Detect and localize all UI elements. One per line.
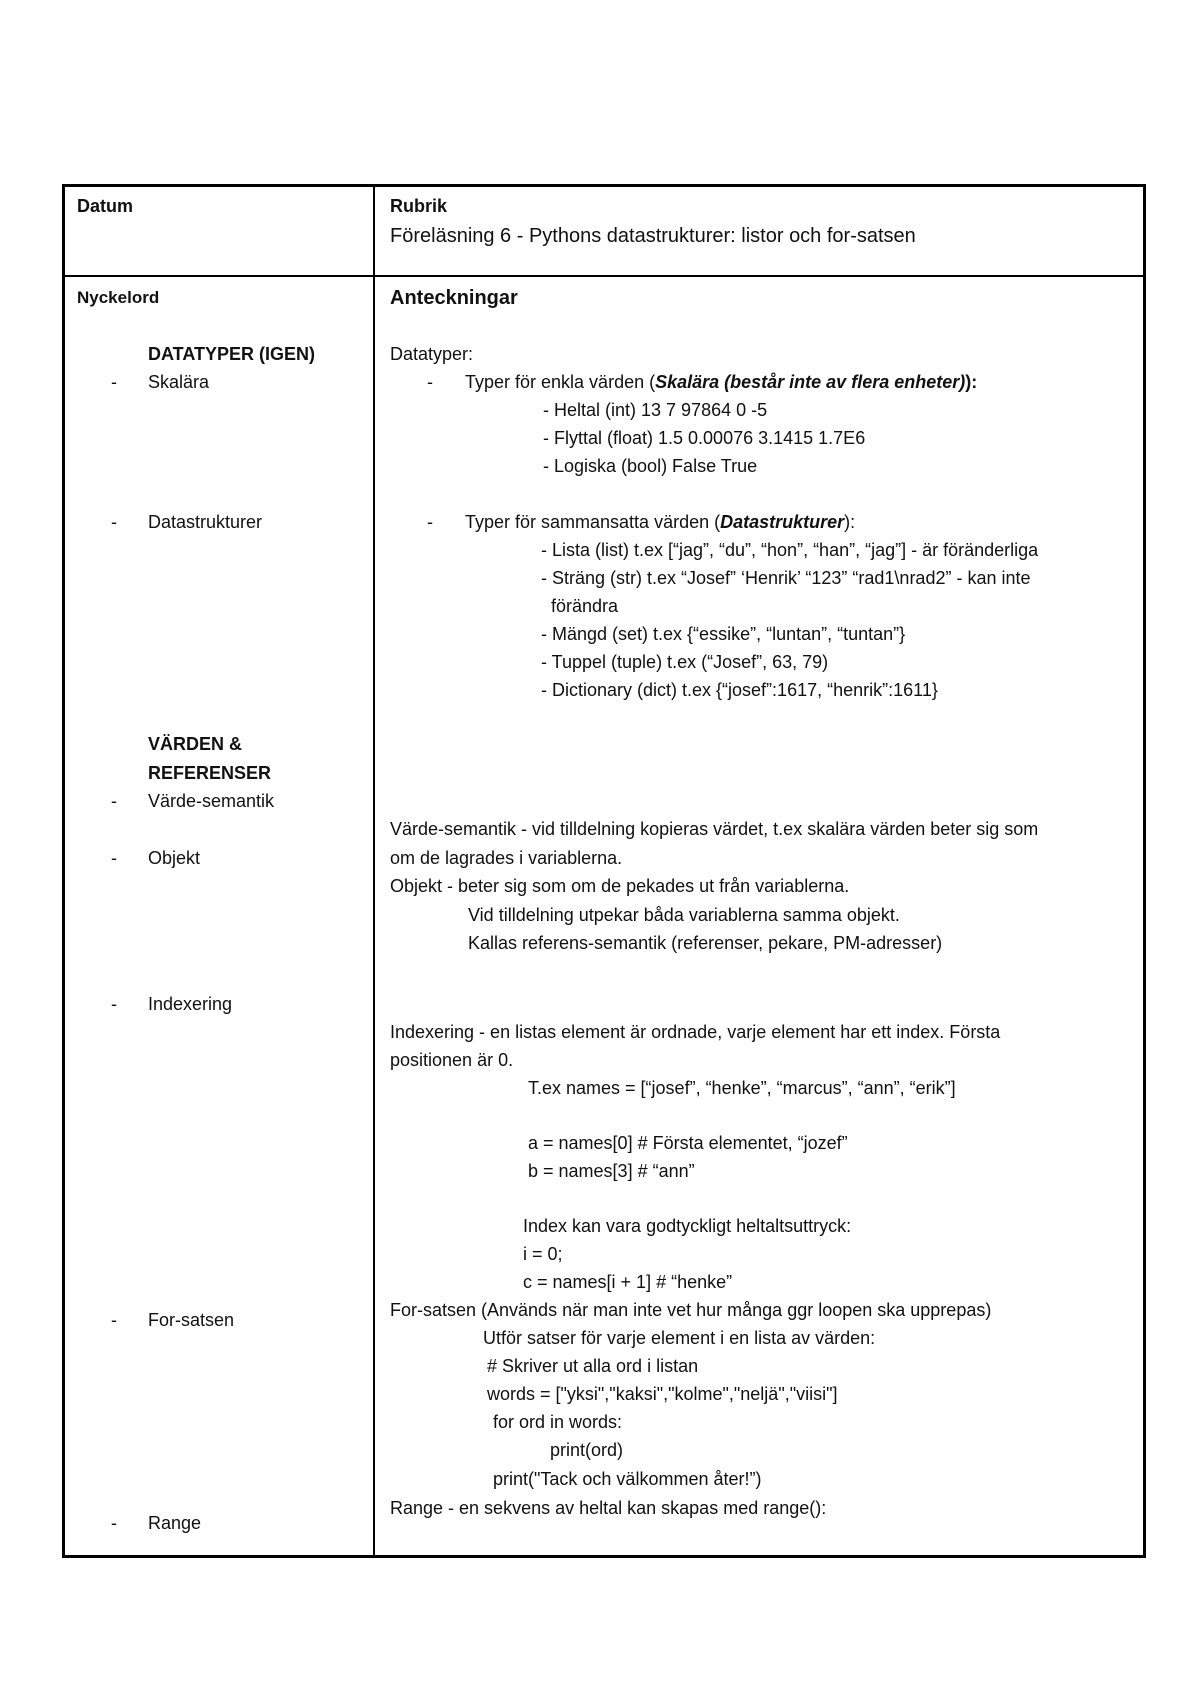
note-logiska: - Logiska (bool) False True	[543, 456, 758, 476]
keyword-for-satsen: For-satsen	[148, 1310, 235, 1330]
note-dict: - Dictionary (dict) t.ex {“josef”:1617, “henrik”:1611}	[541, 680, 938, 700]
note-datatyper: Datatyper:	[390, 344, 474, 364]
note-objekt-2: Vid tilldelning utpekar båda variablerna samma objekt.	[468, 905, 900, 925]
column-divider	[373, 187, 375, 1555]
note-tuppel: - Tuppel (tuple) t.ex (“Josef”, 63, 79)	[541, 652, 829, 672]
note-index-7: i = 0;	[523, 1244, 563, 1264]
note-lista: - Lista (list) t.ex [“jag”, “du”, “hon”, “han”, “jag”] - är föränderliga	[541, 540, 1039, 560]
note-varde-1: Värde-semantik - vid tilldelning kopieras värdet, t.ex skalära värden beter sig som	[390, 819, 1039, 839]
keyword-objekt: Objekt	[148, 848, 201, 868]
bullet-dash: -	[111, 848, 117, 868]
note-sammansatta: Typer för sammansatta värden (Datastrukturer):	[465, 512, 856, 532]
notes-heading: Anteckningar	[390, 287, 518, 309]
note-index-4: a = names[0] # Första elementet, “jozef”	[528, 1133, 848, 1153]
keyword-range: Range	[148, 1513, 202, 1533]
note-for-1: For-satsen (Används när man inte vet hur många ggr loopen ska upprepas)	[390, 1300, 992, 1320]
bullet-dash: -	[427, 372, 433, 392]
note-for-4: words = ["yksi","kaksi","kolme","neljä","viisi"]	[487, 1384, 838, 1404]
note-index-6: Index kan vara godtyckligt heltaltsuttryck:	[523, 1216, 852, 1236]
note-range: Range - en sekvens av heltal kan skapas med range():	[390, 1498, 827, 1518]
bullet-dash: -	[111, 1513, 117, 1533]
note-objekt-1: Objekt - beter sig som om de pekades ut från variablerna.	[390, 876, 850, 896]
bullet-dash: -	[111, 512, 117, 532]
bullet-dash: -	[111, 372, 117, 392]
note-for-5: for ord in words:	[493, 1412, 623, 1432]
note-mangd: - Mängd (set) t.ex {“essike”, “luntan”, “tuntan”}	[541, 624, 906, 644]
note-index-1: Indexering - en listas element är ordnade, varje element har ett index. Första	[390, 1022, 1001, 1042]
keyword-section-datatyper: DATATYPER (IGEN)	[148, 344, 315, 364]
note-strang-cont: förändra	[551, 596, 619, 616]
note-for-2: Utför satser för varje element i en lista av värden:	[483, 1328, 876, 1348]
note-for-7: print("Tack och välkommen åter!”)	[493, 1469, 762, 1489]
bullet-dash: -	[427, 512, 433, 532]
header-divider	[65, 275, 1143, 277]
keyword-section-varden-2: REFERENSER	[148, 763, 272, 783]
note-index-2: positionen är 0.	[390, 1050, 514, 1070]
note-varde-2: om de lagrades i variablerna.	[390, 848, 623, 868]
title-label: Rubrik	[390, 196, 448, 216]
keyword-indexering: Indexering	[148, 994, 233, 1014]
keyword-skalara: Skalära	[148, 372, 210, 392]
keywords-heading: Nyckelord	[77, 288, 160, 307]
note-heltal: - Heltal (int) 13 7 97864 0 -5	[543, 400, 768, 420]
note-flyttal: - Flyttal (float) 1.5 0.00076 3.1415 1.7E6	[543, 428, 866, 448]
keyword-datastrukturer: Datastrukturer	[148, 512, 263, 532]
bullet-dash: -	[111, 1310, 117, 1330]
note-strang: - Sträng (str) t.ex “Josef” ‘Henrik’ “123” “rad1\nrad2” - kan inte	[541, 568, 1031, 588]
keyword-varde-semantik: Värde-semantik	[148, 791, 275, 811]
date-label: Datum	[77, 196, 134, 216]
note-objekt-3: Kallas referens-semantik (referenser, pekare, PM-adresser)	[468, 933, 943, 953]
notes-table	[62, 184, 1146, 1558]
page-title: Föreläsning 6 - Pythons datastrukturer: listor och for-satsen	[390, 225, 916, 247]
bullet-dash: -	[111, 994, 117, 1014]
note-for-3: # Skriver ut alla ord i listan	[487, 1356, 699, 1376]
note-index-5: b = names[3] # “ann”	[528, 1161, 695, 1181]
note-index-3: T.ex names = [“josef”, “henke”, “marcus”, “ann”, “erik”]	[528, 1078, 956, 1098]
note-for-6: print(ord)	[550, 1440, 624, 1460]
bullet-dash: -	[111, 791, 117, 811]
keyword-section-varden-1: VÄRDEN &	[148, 734, 243, 754]
note-index-8: c = names[i + 1] # “henke”	[523, 1272, 733, 1292]
note-enkla-varden: Typer för enkla värden (Skalära (består inte av flera enheter)):	[465, 372, 978, 392]
